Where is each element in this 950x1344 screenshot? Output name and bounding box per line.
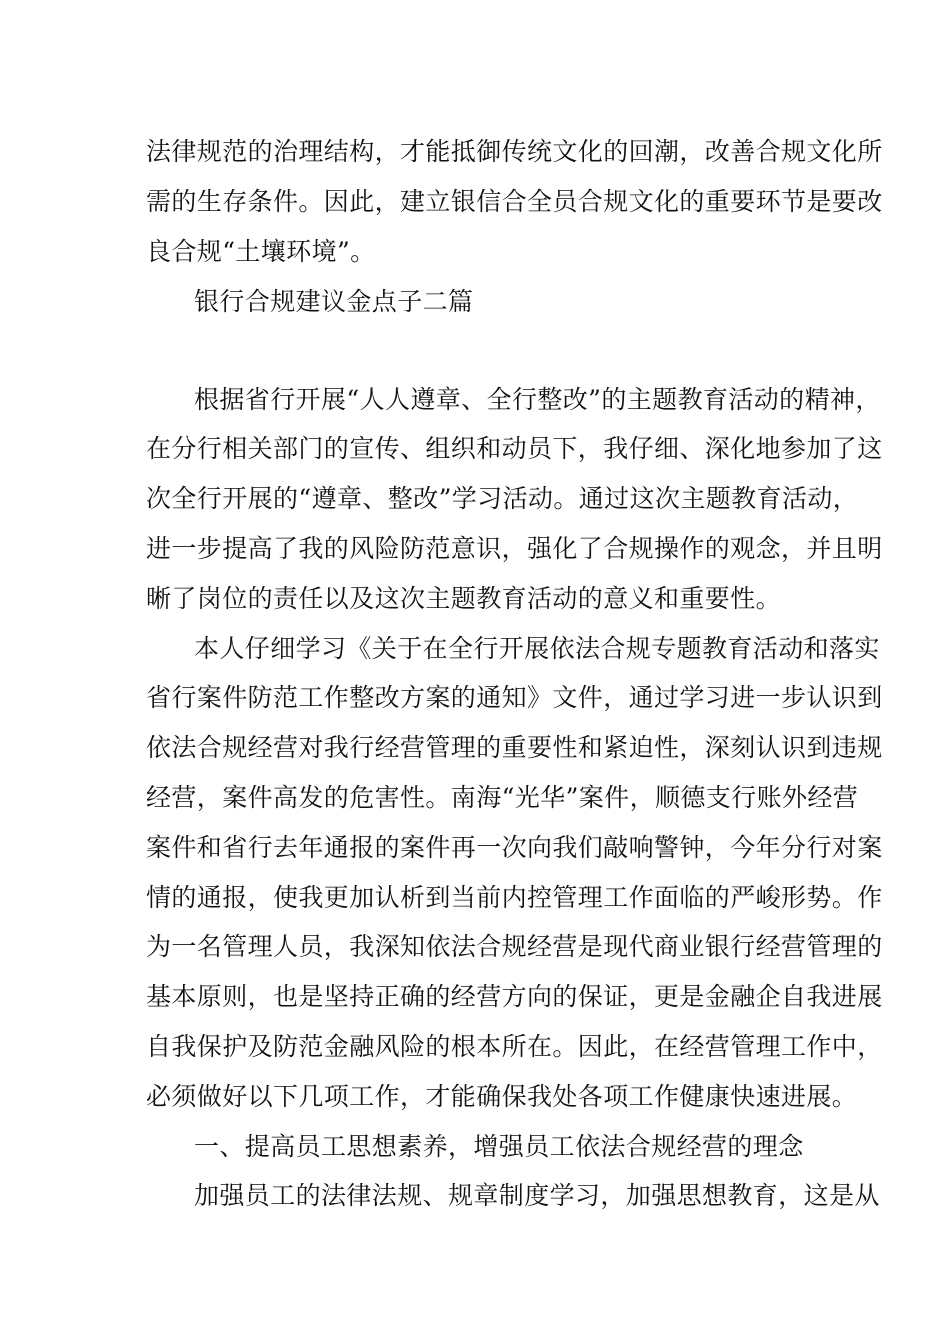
text-line: 本人仔细学习《关于在全行开展依法合规专题教育活动和落实 bbox=[194, 634, 880, 663]
text-line: 良合规“土壤环境”。 bbox=[146, 237, 376, 266]
text-line: 案件和省行去年通报的案件再一次向我们敲响警钟，今年分行对案 bbox=[146, 833, 883, 862]
text-line: 为一名管理人员，我深知依法合规经营是现代商业银行经营管理的 bbox=[146, 932, 883, 961]
text-line: 必须做好以下几项工作，才能确保我处各项工作健康快速进展。 bbox=[146, 1082, 858, 1111]
text-line: 次全行开展的“遵章、整改”学习活动。通过这次主题教育活动， bbox=[146, 484, 859, 513]
text-line: 需的生存条件。因此，建立银信合全员合规文化的重要环节是要改 bbox=[146, 187, 883, 216]
text-line: 省行案件防范工作整改方案的通知》文件，通过学习进一步认识到 bbox=[146, 683, 883, 712]
text-line: 在分行相关部门的宣传、组织和动员下，我仔细、深化地参加了这 bbox=[146, 434, 883, 463]
text-line: 依法合规经营对我行经营管理的重要性和紧迫性，深刻认识到违规 bbox=[146, 733, 883, 762]
subheading-line: 一、提高员工思想素养，增强员工依法合规经营的理念 bbox=[194, 1132, 804, 1161]
text-line: 情的通报，使我更加认析到当前内控管理工作面临的严峻形势。作 bbox=[146, 883, 883, 912]
text-line: 经营，案件高发的危害性。南海“光华”案件，顺德支行账外经营 bbox=[146, 783, 859, 812]
text-line: 法律规范的治理结构，才能抵御传统文化的回潮，改善合规文化所 bbox=[146, 137, 883, 166]
section-heading: 银行合规建议金点子二篇 bbox=[194, 287, 474, 316]
text-line: 晰了岗位的责任以及这次主题教育活动的意义和重要性。 bbox=[146, 584, 782, 613]
text-line: 基本原则，也是坚持正确的经营方向的保证，更是金融企自我进展 bbox=[146, 982, 883, 1011]
text-line: 根据省行开展“人人遵章、全行整改”的主题教育活动的精神， bbox=[194, 385, 881, 414]
text-line: 加强员工的法律法规、规章制度学习，加强思想教育，这是从 bbox=[194, 1181, 880, 1210]
text-line: 进一步提高了我的风险防范意识，强化了合规操作的观念，并且明 bbox=[146, 534, 883, 563]
text-line: 自我保护及防范金融风险的根本所在。因此，在经营管理工作中， bbox=[146, 1032, 883, 1061]
